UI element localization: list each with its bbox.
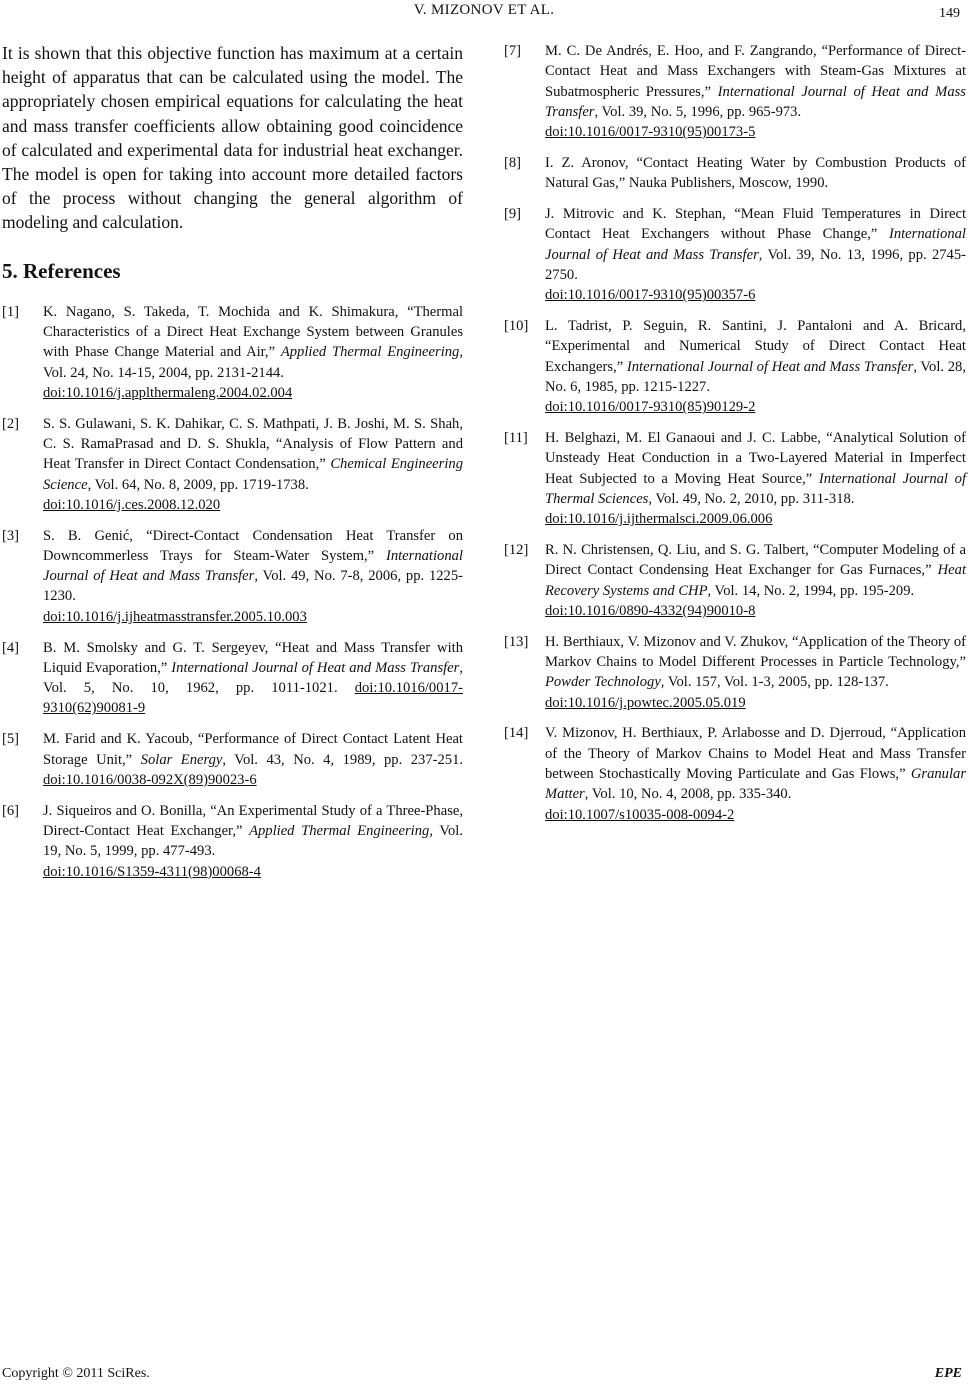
reference-journal: Granular Matter (545, 766, 966, 803)
reference-number: [6] (2, 802, 20, 819)
reference-authors-title: J. Mitrovic and K. Stephan, “Mean Fluid Temperatures in Direct Contact Heat Exchangers without Phase Change,” (545, 206, 966, 243)
reference-journal: Applied Thermal Engineering (249, 822, 430, 839)
reference-details: , Vol. 39, No. 13, 1996, pp. 2745-2750. (545, 246, 966, 283)
reference-authors-title: J. Siqueiros and O. Bonilla, “An Experimental Study of a Three-Phase, Direct-Contact Heat Exchanger,” (43, 802, 463, 839)
reference-details: , Vol. 28, No. 6, 1985, pp. 1215-1227. (545, 358, 966, 395)
reference-item (2, 526, 463, 627)
running-head: V. MIZONOV ET AL. (413, 2, 555, 18)
reference-text (43, 729, 463, 790)
reference-number: [8] (504, 154, 522, 171)
doi-link[interactable]: doi:10.1016/S1359-4311(98)00068-4 (43, 863, 261, 880)
reference-details: , Vol. 24, No. 14-15, 2004, pp. 2131-2144. (43, 344, 463, 381)
page-footer (2, 1364, 962, 1382)
reference-item (504, 540, 966, 621)
reference-item (504, 153, 966, 194)
reference-text (545, 723, 966, 824)
copyright-notice: Copyright © 2011 SciRes. (2, 1366, 150, 1381)
body-paragraph: It is shown that this objective function has maximum at a certain height of apparatus that can be calculated using the model. The appropriately chosen empirical equations for calculating the heat and mass transfer coefficients allow obtaining good coincidence of calculated and experimental data for industrial heat exchanger. The model is open for taking into account more detailed factors of the process without changing the general algorithm of modeling and calculation. (2, 43, 463, 233)
doi-link[interactable]: doi:10.1016/j.ces.2008.12.020 (43, 496, 221, 513)
reference-item (2, 801, 463, 882)
reference-details: , Vol. 49, No. 2, 2010, pp. 311-318. (648, 490, 855, 507)
reference-text (43, 526, 463, 627)
reference-number: [4] (2, 639, 20, 656)
reference-text (545, 316, 966, 417)
reference-text (43, 302, 463, 403)
reference-item (2, 302, 463, 403)
doi-link[interactable]: doi:10.1016/j.powtec.2005.05.019 (545, 694, 746, 711)
page-header (0, 2, 968, 22)
reference-journal: International Journal of Heat and Mass Transfer (545, 226, 966, 263)
doi-link[interactable]: doi:10.1016/0038-092X(89)90023-6 (43, 771, 257, 788)
reference-journal: International Journal of Thermal Sciences (545, 470, 966, 507)
reference-authors-title: V. Mizonov, H. Berthiaux, P. Arlabosse and D. Djerroud, “Application of the Theory of Markov Chains to Model Heat and Mass Transfer between Stochastically Moving Particulate and Gas Flows,” (545, 725, 966, 782)
reference-authors-title: S. S. Gulawani, S. K. Dahikar, C. S. Mathpati, J. B. Joshi, M. S. Shah, C. S. RamaPrasad and D. S. Shukla, “Analysis of Flow Pattern and Heat Transfer in Direct Contact Condensation,” (43, 415, 463, 473)
doi-link[interactable]: doi:10.1016/0017-9310(85)90129-2 (545, 399, 756, 416)
reference-text (545, 153, 966, 194)
reference-text (43, 638, 463, 719)
reference-number: [12] (504, 542, 529, 559)
reference-authors-title: H. Belghazi, M. El Ganaoui and J. C. Labbe, “Analytical Solution of Unsteady Heat Conduction in a Two-Layered Material in Imperfect Heat Subjected to a Moving Heat Source,” (545, 430, 966, 487)
reference-authors-title: K. Nagano, S. Takeda, T. Mochida and K. Shimakura, “Thermal Characteristics of a Direct Heat Exchange System between Granules with Phase Change Material and Air,” (43, 303, 463, 361)
reference-details: , Vol. 64, No. 8, 2009, pp. 1719-1738. (87, 476, 309, 493)
reference-number: [14] (504, 725, 529, 742)
reference-item (2, 414, 463, 515)
reference-item (2, 638, 463, 719)
reference-details: , Vol. 43, No. 4, 1989, pp. 237-251. (222, 751, 464, 768)
reference-number: [5] (2, 731, 20, 748)
page-number: 149 (939, 6, 960, 21)
reference-text (545, 204, 966, 305)
reference-journal: Solar Energy (140, 751, 223, 768)
reference-authors-title: M. Farid and K. Yacoub, “Performance of Direct Contact Latent Heat Storage Unit,” (43, 731, 463, 768)
reference-number: [2] (2, 415, 20, 432)
doi-link[interactable]: doi:10.1016/0017-9310(95)00173-5 (545, 124, 756, 141)
right-column (504, 41, 966, 835)
reference-item (504, 204, 966, 305)
reference-number: [9] (504, 206, 522, 223)
reference-authors-title: I. Z. Aronov, “Contact Heating Water by Combustion Products of Natural Gas,” Nauka Publishers, Moscow, 1990. (545, 154, 966, 192)
reference-authors-title: L. Tadrist, P. Seguin, R. Santini, J. Pantaloni and A. Bricard, “Experimental and Numerical Study of Direct Contact Heat Exchangers,” (545, 318, 966, 375)
reference-text (545, 428, 966, 529)
reference-number: [1] (2, 303, 20, 320)
references-list-left (2, 302, 463, 882)
doi-link[interactable]: doi:10.1016/j.ijheatmasstransfer.2005.10.003 (43, 608, 307, 625)
reference-number: [10] (504, 318, 529, 335)
section-heading: 5. References (2, 258, 121, 283)
reference-journal: Chemical Engineering Science (43, 456, 463, 493)
reference-journal: Heat Recovery Systems and CHP (545, 562, 966, 599)
doi-link[interactable]: doi:10.1016/j.ijthermalsci.2009.06.006 (545, 511, 773, 528)
reference-authors-title: H. Berthiaux, V. Mizonov and V. Zhukov, “Application of the Theory of Markov Chains to Model Different Processes in Particle Technology,” (545, 633, 966, 671)
reference-details: , Vol. 39, No. 5, 1996, pp. 965-973. (594, 103, 802, 120)
doi-link[interactable]: doi:10.1016/0890-4332(94)90010-8 (545, 602, 756, 619)
left-column (2, 41, 463, 892)
reference-number: [3] (2, 527, 20, 544)
reference-item (504, 723, 966, 824)
doi-link[interactable]: doi:10.1016/0017-9310(62)90081-9 (43, 680, 463, 717)
reference-journal: International Journal of Heat and Mass Transfer (43, 547, 463, 585)
reference-authors-title: R. N. Christensen, Q. Liu, and S. G. Talbert, “Computer Modeling of a Direct Contact Condensing Heat Exchanger for Gas Furnaces,” (545, 542, 966, 579)
reference-text (43, 801, 463, 882)
reference-text (545, 540, 966, 621)
reference-text (545, 632, 966, 713)
references-list-right (504, 41, 966, 825)
reference-item (504, 316, 966, 417)
reference-journal: International Journal of Heat and Mass Transfer (626, 358, 914, 375)
reference-journal: International Journal of Heat and Mass Transfer (545, 83, 966, 120)
reference-details: , Vol. 10, No. 4, 2008, pp. 335-340. (584, 786, 792, 803)
reference-details: , Vol. 157, Vol. 1-3, 2005, pp. 128-137. (660, 674, 889, 691)
reference-text (545, 41, 966, 142)
journal-abbreviation: EPE (934, 1366, 962, 1381)
reference-item (504, 428, 966, 529)
reference-authors-title: M. C. De Andrés, E. Hoo, and F. Zangrando, “Performance of Direct-Contact Heat and Mass Exchangers with Steam-Gas Mixtures at Subatmospheric Pressures,” (545, 43, 966, 100)
reference-details: , Vol. 5, No. 10, 1962, pp. 1011-1021. (43, 659, 463, 697)
reference-details: , Vol. 19, No. 5, 1999, pp. 477-493. (43, 822, 463, 860)
reference-number: [7] (504, 43, 522, 59)
reference-journal: Applied Thermal Engineering (280, 344, 460, 361)
reference-text (43, 414, 463, 515)
reference-item (504, 41, 966, 142)
doi-link[interactable]: doi:10.1016/j.applthermaleng.2004.02.004 (43, 384, 293, 401)
reference-details: , Vol. 49, No. 7-8, 2006, pp. 1225-1230. (43, 568, 463, 605)
reference-number: [11] (504, 430, 528, 447)
reference-item (2, 729, 463, 790)
reference-authors-title: S. B. Genić, “Direct-Contact Condensation Heat Transfer on Downcommerless Trays for Steam-Water System,” (43, 527, 463, 564)
reference-details: , Vol. 14, No. 2, 1994, pp. 195-209. (707, 582, 915, 599)
reference-journal: Powder Technology (545, 674, 661, 691)
doi-link[interactable]: doi:10.1016/0017-9310(95)00357-6 (545, 287, 756, 304)
reference-authors-title: B. M. Smolsky and G. T. Sergeyev, “Heat and Mass Transfer with Liquid Evaporation,” (43, 639, 463, 676)
reference-journal: International Journal of Heat and Mass Transfer (171, 659, 460, 676)
reference-item (504, 632, 966, 713)
reference-number: [13] (504, 633, 529, 650)
doi-link[interactable]: doi:10.1007/s10035-008-0094-2 (545, 806, 735, 823)
